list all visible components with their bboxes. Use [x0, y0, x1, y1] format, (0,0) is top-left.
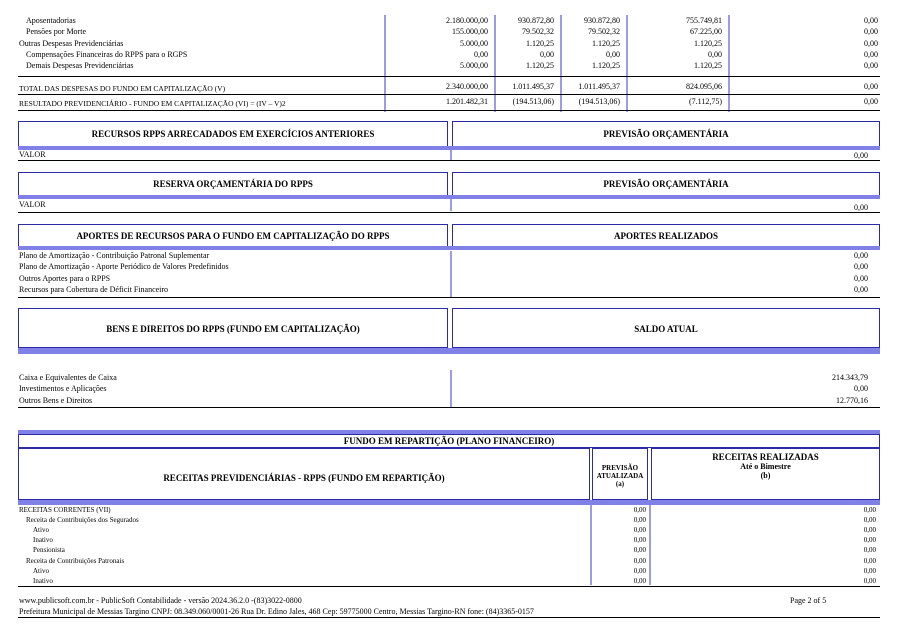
bens-sep [450, 370, 452, 407]
top-table-cell: 0,00 [864, 61, 878, 71]
top-table-cell: 755.749,81 [686, 16, 722, 25]
footer-underline [18, 617, 880, 618]
top-table-cell: 930.872,80 [584, 16, 620, 25]
bens-underline [18, 407, 880, 408]
recursos-underline [18, 160, 880, 161]
top-table-cell: 79.502,32 [522, 27, 554, 37]
top-table-result-cell: 0,00 [864, 97, 878, 106]
fundo-right-header-3: (b) [760, 471, 771, 480]
top-table-result-cell: (194.513,06) [578, 97, 620, 106]
top-table-cell: 0,00 [708, 49, 722, 59]
fundo-row-a: 0,00 [633, 526, 646, 535]
top-table-cell: 2.180.000,00 [446, 16, 488, 25]
fundo-row-label: RECEITAS CORRENTES (VII) [19, 506, 111, 514]
fundo-row-b: 0,00 [863, 556, 876, 565]
aportes-row-label: Outros Aportes para o RPPS [19, 273, 111, 283]
top-table-total-label: TOTAL DAS DESPESAS DO FUNDO EM CAPITALIZAÇÃO (V) [19, 84, 226, 93]
reserva-right-header: PREVISÃO ORÇAMENTÁRIA [603, 179, 729, 189]
footer-line-1: www.publicsoft.com.br - PublicSoft Contabilidade - versão 2024.36.2.0 -(83)3022-0800 [19, 596, 302, 605]
recursos-valor-value: 0,00 [854, 151, 868, 160]
fundo-row-a: 0,00 [633, 546, 646, 555]
fundo-row-b: 0,00 [863, 576, 876, 585]
top-table-total-cell: 824.095,06 [686, 82, 722, 91]
fundo-right-header-2: Até o Bimestre [740, 462, 791, 471]
fundo-row-b: 0,00 [863, 506, 876, 514]
fundo-band [18, 500, 880, 505]
top-table-row-label: Pensões por Morte [26, 27, 86, 37]
fundo-row-label: Ativo [33, 526, 49, 535]
top-table-cell: 0,00 [606, 49, 620, 59]
top-table-cell: 5.000,00 [460, 61, 488, 71]
bens-right-header: SALDO ATUAL [634, 324, 698, 334]
aportes-underline [18, 297, 880, 298]
top-table-cell: 0,00 [474, 49, 488, 59]
top-table-sep-3 [626, 15, 628, 112]
top-table-cell: 930.872,80 [518, 16, 554, 25]
bens-row-value: 214.343,79 [832, 373, 868, 382]
aportes-row-value: 0,00 [854, 273, 868, 283]
bens-row-label: Caixa e Equivalentes de Caixa [19, 373, 117, 382]
fundo-row-label: Ativo [33, 566, 49, 575]
top-table-cell: 1.120,25 [526, 61, 554, 71]
reserva-valor-value: 0,00 [854, 203, 868, 212]
aportes-right-header: APORTES REALIZADOS [614, 231, 718, 241]
fundo-mid-header-2: ATUALIZADA [596, 472, 644, 480]
top-table-cell: 79.502,32 [588, 27, 620, 37]
top-table-result-label: RESULTADO PREVIDENCIÁRIO - FUNDO EM CAPITALIZAÇÃO (VI) = (IV – V)2 [19, 99, 286, 108]
top-table-total-cell: 0,00 [864, 82, 878, 91]
fundo-row-label: Receita de Contribuições Patronais [26, 556, 125, 565]
reserva-underline [18, 212, 880, 213]
bens-row-label: Outros Bens e Direitos [19, 395, 93, 405]
top-table-cell: 5.000,00 [460, 38, 488, 48]
top-table-cell: 0,00 [864, 16, 878, 25]
reserva-sep [450, 199, 452, 211]
fundo-row-a: 0,00 [633, 516, 646, 525]
reserva-valor-label: VALOR [19, 200, 46, 209]
aportes-sep [450, 251, 452, 297]
top-table-cell: 155.000,00 [452, 27, 488, 37]
top-table-cell: 1.120,25 [526, 38, 554, 48]
reserva-left-header: RESERVA ORÇAMENTÁRIA DO RPPS [153, 179, 313, 189]
top-table-row-label: Demais Despesas Previdenciárias [26, 61, 134, 71]
top-table-sep-4 [728, 15, 730, 112]
aportes-left-header: APORTES DE RECURSOS PARA O FUNDO EM CAPITALIZAÇÃO DO RPPS [76, 231, 390, 241]
top-table-result-cell: 1.201.482,31 [446, 97, 488, 106]
fundo-row-a: 0,00 [633, 566, 646, 575]
recursos-left-header: RECURSOS RPPS ARRECADADOS EM EXERCÍCIOS ANTERIORES [91, 129, 375, 139]
fundo-right-header-1: RECEITAS REALIZADAS [712, 452, 819, 462]
fundo-sep-2 [649, 505, 651, 585]
fundo-row-a: 0,00 [633, 506, 646, 514]
top-table-rule-2 [18, 94, 880, 95]
top-table-cell: 1.120,25 [694, 61, 722, 71]
top-table-row-label: Compensações Financeiras do RPPS para o RGPS [26, 49, 188, 59]
fundo-row-label: Inativo [33, 576, 53, 585]
top-table-result-cell: (7.112,75) [688, 97, 722, 106]
reserva-band [18, 195, 880, 199]
top-table-cell: 0,00 [540, 49, 554, 59]
fundo-row-a: 0,00 [633, 556, 646, 565]
aportes-row-label: Plano de Amortização - Aporte Periódico de Valores Predefinidos [19, 262, 229, 272]
fundo-left-header: RECEITAS PREVIDENCIÁRIAS - RPPS (FUNDO EM REPARTIÇÃO) [163, 473, 445, 483]
top-table-total-cell: 1.011.495,37 [578, 82, 620, 91]
recursos-sep [450, 150, 452, 160]
top-table-cell: 0,00 [864, 27, 878, 37]
bens-row-value: 12.770,16 [836, 395, 868, 405]
fundo-mid-header-1: PREVISÃO [601, 464, 639, 472]
top-table-cell: 1.120,25 [592, 61, 620, 71]
bens-row-value: 0,00 [854, 384, 868, 394]
fundo-row-a: 0,00 [633, 576, 646, 585]
top-table-row-label: Aposentadorias [26, 16, 76, 25]
top-table-row-label: Outras Despesas Previdenciárias [19, 38, 124, 48]
footer-page: Page 2 of 5 [790, 596, 827, 605]
top-table-cell: 67.225,00 [690, 27, 722, 37]
aportes-row-value: 0,00 [854, 251, 868, 260]
fundo-title: FUNDO EM REPARTIÇÃO (PLANO FINANCEIRO) [343, 436, 555, 446]
fundo-row-label: Pensionista [33, 546, 65, 555]
top-table-rule-1 [18, 76, 880, 77]
fundo-mid-header-3: (a) [615, 480, 625, 488]
top-table-rule-3 [18, 110, 880, 111]
fundo-row-b: 0,00 [863, 546, 876, 555]
fundo-underline [18, 586, 880, 587]
bens-left-header: BENS E DIREITOS DO RPPS (FUNDO EM CAPITALIZAÇÃO) [106, 324, 360, 334]
bens-band [18, 348, 880, 354]
recursos-band [18, 146, 880, 150]
fundo-row-b: 0,00 [863, 536, 876, 545]
aportes-row-value: 0,00 [854, 284, 868, 294]
fundo-row-b: 0,00 [863, 526, 876, 535]
aportes-row-label: Recursos para Cobertura de Déficit Financeiro [19, 284, 169, 294]
top-table-total-cell: 2.340.000,00 [446, 82, 488, 91]
fundo-row-b: 0,00 [863, 516, 876, 525]
aportes-band [18, 246, 880, 250]
top-table-result-cell: (194.513,06) [512, 97, 554, 106]
recursos-valor-label: VALOR [19, 150, 46, 159]
top-table-cell: 1.120,25 [694, 38, 722, 48]
bens-row-label: Investimentos e Aplicações [19, 384, 107, 394]
recursos-right-header: PREVISÃO ORÇAMENTÁRIA [603, 129, 729, 139]
fundo-row-label: Inativo [33, 536, 53, 545]
aportes-row-label: Plano de Amortização - Contribuição Patronal Suplementar [19, 251, 210, 260]
fundo-row-b: 0,00 [863, 566, 876, 575]
fundo-row-label: Receita de Contribuições dos Segurados [26, 516, 139, 525]
top-table-sep-0 [384, 15, 386, 112]
aportes-row-value: 0,00 [854, 262, 868, 272]
footer-line-2: Prefeitura Municipal de Messias Targino CNPJ: 08.349.060/0001-26 Rua Dr. Edino Jales, 468 Cep: 59775000 Centro, Messias Targino-RN fone: (84)3365-0157 [19, 607, 534, 616]
top-table-cell: 0,00 [864, 38, 878, 48]
top-table-total-cell: 1.011.495,37 [512, 82, 554, 91]
fundo-row-a: 0,00 [633, 536, 646, 545]
top-table-cell: 0,00 [864, 49, 878, 59]
top-table-cell: 1.120,25 [592, 38, 620, 48]
